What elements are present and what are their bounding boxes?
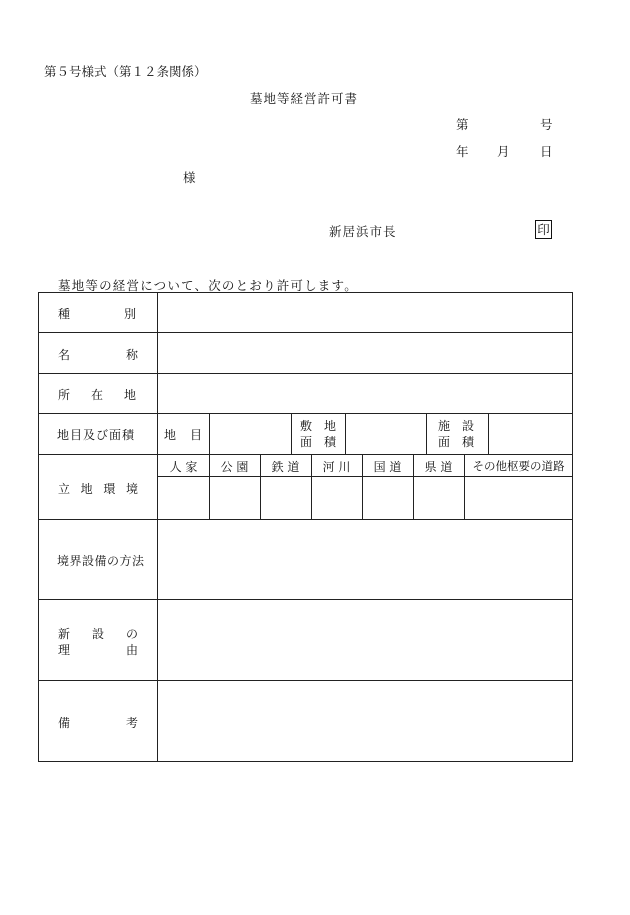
type-label: 種 別 <box>58 307 136 321</box>
row-divider <box>38 680 572 681</box>
name-label: 名 称 <box>58 348 138 362</box>
date-year-label: 年 <box>456 144 469 159</box>
boundary-label: 境界設備の方法 <box>57 554 145 568</box>
issuer-name: 新居浜市長 <box>329 224 397 239</box>
env-col-railway: 鉄 道 <box>271 460 300 474</box>
site-area-label: 敷 地 面 積 <box>300 419 337 449</box>
chimoku-label: 地 目 <box>164 428 202 442</box>
row-divider <box>38 454 572 455</box>
number-prefix: 第 <box>456 117 469 132</box>
env-col-river: 河 川 <box>322 460 351 474</box>
form-number: 第５号様式（第１２条関係） <box>44 64 207 79</box>
document-title: 墓地等経営許可書 <box>250 91 359 106</box>
row-divider <box>38 519 572 520</box>
col-divider <box>345 413 346 454</box>
col-divider <box>426 413 427 454</box>
number-suffix: 号 <box>540 117 553 132</box>
env-col-other-roads: その他枢要の道路 <box>472 459 565 473</box>
env-col-prefectural-road: 県 道 <box>424 460 453 474</box>
addressee-suffix: 様 <box>183 170 196 185</box>
env-col-parks: 公 園 <box>220 460 249 474</box>
reason-label: 新 設 の 理 由 <box>58 627 138 657</box>
remarks-label: 備 考 <box>58 716 138 730</box>
date-day-label: 日 <box>540 144 553 159</box>
row-divider <box>38 373 572 374</box>
col-divider <box>209 413 210 454</box>
env-col-houses: 人 家 <box>169 460 198 474</box>
col-divider <box>488 413 489 454</box>
col-divider <box>291 413 292 454</box>
date-month-label: 月 <box>497 144 510 159</box>
land-area-label: 地目及び面積 <box>57 428 136 442</box>
row-divider <box>38 599 572 600</box>
intro-text: 墓地等の経営について、次のとおり許可します。 <box>58 278 358 293</box>
environment-header-divider <box>157 476 572 477</box>
environment-label: 立 地 環 境 <box>58 482 138 496</box>
row-divider <box>38 332 572 333</box>
label-column-divider <box>157 292 158 761</box>
env-col-national-road: 国 道 <box>373 460 402 474</box>
location-label: 所 在 地 <box>58 388 136 402</box>
row-divider <box>38 413 572 414</box>
seal-mark: 印 <box>535 220 552 239</box>
facility-area-label: 施 設 面 積 <box>438 419 475 449</box>
